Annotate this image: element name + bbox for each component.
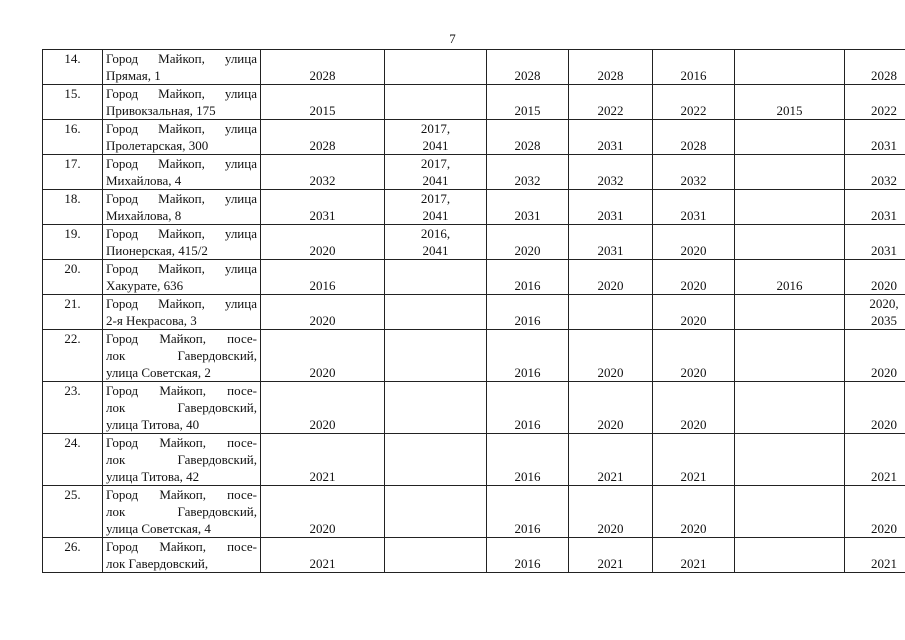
row-number: 14.	[43, 50, 103, 85]
address-line: улица Советская, 2	[106, 365, 211, 380]
address-cell	[103, 538, 261, 573]
year-cell-4: 2020	[569, 330, 653, 382]
address-line: лок Гавердовский,	[106, 452, 257, 467]
table-row	[43, 225, 905, 260]
year-cell-1: 2020	[261, 382, 385, 434]
year-cell-7	[845, 225, 905, 260]
year-cell-1: 2028	[261, 120, 385, 155]
year-cell-1: 2020	[261, 330, 385, 382]
year-cell-7	[845, 120, 905, 155]
year-cell-2	[385, 295, 487, 330]
year-cell-4: 2031	[569, 225, 653, 260]
table-row	[43, 486, 905, 538]
year-cell-3: 2016	[487, 260, 569, 295]
year-cell-7-line: 2031	[871, 208, 897, 223]
year-cell-7-line: 2020	[871, 365, 897, 380]
year-cell-7-line: 2035	[871, 313, 897, 328]
year-cell-3: 2016	[487, 330, 569, 382]
year-cell-7-line: 2028	[871, 68, 897, 83]
year-cell-2	[385, 190, 487, 225]
address-line: лок Гавердовский,	[106, 504, 257, 519]
table-row	[43, 50, 905, 85]
year-cell-2	[385, 50, 487, 85]
year-cell-7	[845, 260, 905, 295]
address-line: Город Майкоп, улица	[106, 156, 257, 171]
row-number: 26.	[43, 538, 103, 573]
year-cell-4: 2031	[569, 190, 653, 225]
address-line: Город Майкоп, посе-	[106, 435, 257, 450]
row-number: 20.	[43, 260, 103, 295]
table-row	[43, 295, 905, 330]
address-line: лок Гавердовский,	[106, 348, 257, 363]
row-number: 23.	[43, 382, 103, 434]
address-cell	[103, 260, 261, 295]
year-cell-5: 2020	[653, 486, 735, 538]
year-cell-4: 2031	[569, 120, 653, 155]
year-cell-3: 2016	[487, 486, 569, 538]
year-cell-2	[385, 382, 487, 434]
year-cell-7-line: 2031	[871, 138, 897, 153]
year-cell-4: 2032	[569, 155, 653, 190]
address-line: Город Майкоп, улица	[106, 86, 257, 101]
year-cell-7	[845, 50, 905, 85]
year-cell-4: 2020	[569, 382, 653, 434]
table-row	[43, 155, 905, 190]
year-cell-6	[735, 295, 845, 330]
year-cell-5: 2016	[653, 50, 735, 85]
year-cell-6	[735, 225, 845, 260]
year-cell-2-line: 2016,	[420, 226, 451, 241]
year-cell-4	[569, 295, 653, 330]
address-cell	[103, 85, 261, 120]
year-cell-6: 2016	[735, 260, 845, 295]
year-cell-5: 2020	[653, 330, 735, 382]
year-cell-3: 2016	[487, 295, 569, 330]
address-line: Михайлова, 8	[106, 208, 182, 223]
registry-table	[42, 49, 905, 573]
year-cell-2	[385, 225, 487, 260]
year-cell-7	[845, 434, 905, 486]
year-cell-2-line: 2041	[422, 208, 449, 223]
address-line: Город Майкоп, посе-	[106, 539, 257, 554]
year-cell-7	[845, 486, 905, 538]
year-cell-1: 2032	[261, 155, 385, 190]
table-body	[43, 50, 905, 573]
address-cell	[103, 295, 261, 330]
row-number: 25.	[43, 486, 103, 538]
year-cell-7-line: 2020	[871, 521, 897, 536]
year-cell-2	[385, 85, 487, 120]
address-line: Привокзальная, 175	[106, 103, 216, 118]
address-line: Город Майкоп, посе-	[106, 487, 257, 502]
address-cell	[103, 382, 261, 434]
row-number: 15.	[43, 85, 103, 120]
year-cell-7	[845, 538, 905, 573]
year-cell-7-line: 2020,	[869, 296, 899, 311]
address-line: улица Титова, 40	[106, 417, 200, 432]
year-cell-6	[735, 120, 845, 155]
year-cell-1: 2016	[261, 260, 385, 295]
year-cell-1: 2021	[261, 434, 385, 486]
year-cell-7	[845, 295, 905, 330]
address-line: Город Майкоп, улица	[106, 261, 257, 276]
address-line: Михайлова, 4	[106, 173, 182, 188]
year-cell-5: 2020	[653, 382, 735, 434]
year-cell-7	[845, 382, 905, 434]
address-line: Прямая, 1	[106, 68, 161, 83]
table-row	[43, 120, 905, 155]
year-cell-2-line: 2041	[422, 243, 449, 258]
year-cell-1: 2028	[261, 50, 385, 85]
year-cell-7-line: 2020	[871, 417, 897, 432]
address-line: Пролетарская, 300	[106, 138, 209, 153]
year-cell-4: 2021	[569, 434, 653, 486]
table-row	[43, 382, 905, 434]
year-cell-4: 2020	[569, 260, 653, 295]
year-cell-6	[735, 50, 845, 85]
row-number: 22.	[43, 330, 103, 382]
year-cell-6	[735, 538, 845, 573]
year-cell-6: 2015	[735, 85, 845, 120]
year-cell-2-line: 2041	[422, 173, 449, 188]
address-line: Город Майкоп, посе-	[106, 383, 257, 398]
address-line: улица Титова, 42	[106, 469, 200, 484]
address-line: Город Майкоп, посе-	[106, 331, 257, 346]
address-cell	[103, 50, 261, 85]
year-cell-7-line: 2022	[871, 103, 897, 118]
table-row	[43, 538, 905, 573]
row-number: 24.	[43, 434, 103, 486]
year-cell-3: 2028	[487, 50, 569, 85]
year-cell-7-line: 2021	[871, 469, 897, 484]
year-cell-5: 2032	[653, 155, 735, 190]
year-cell-7-line: 2031	[871, 243, 897, 258]
year-cell-2	[385, 260, 487, 295]
year-cell-2	[385, 486, 487, 538]
year-cell-5: 2022	[653, 85, 735, 120]
row-number: 21.	[43, 295, 103, 330]
year-cell-3: 2016	[487, 538, 569, 573]
year-cell-2-line: 2041	[422, 138, 449, 153]
address-line: лок Гавердовский,	[106, 556, 209, 571]
address-cell	[103, 225, 261, 260]
year-cell-7-line: 2032	[871, 173, 897, 188]
year-cell-1: 2020	[261, 486, 385, 538]
address-line: Город Майкоп, улица	[106, 191, 257, 206]
table-row	[43, 434, 905, 486]
year-cell-7	[845, 85, 905, 120]
address-line: Город Майкоп, улица	[106, 51, 257, 66]
year-cell-2	[385, 330, 487, 382]
table-row	[43, 330, 905, 382]
row-number: 16.	[43, 120, 103, 155]
address-cell	[103, 434, 261, 486]
year-cell-2	[385, 434, 487, 486]
row-number: 17.	[43, 155, 103, 190]
year-cell-7-line: 2021	[871, 556, 897, 571]
year-cell-5: 2021	[653, 538, 735, 573]
row-number: 18.	[43, 190, 103, 225]
page-number: 7	[449, 31, 456, 46]
table-row	[43, 190, 905, 225]
year-cell-2-line: 2017,	[420, 121, 451, 136]
year-cell-2	[385, 120, 487, 155]
year-cell-2-line: 2017,	[420, 156, 451, 171]
address-line: Пионерская, 415/2	[106, 243, 208, 258]
year-cell-5: 2020	[653, 260, 735, 295]
address-cell	[103, 190, 261, 225]
year-cell-1: 2015	[261, 85, 385, 120]
address-line: улица Советская, 4	[106, 521, 211, 536]
year-cell-3: 2020	[487, 225, 569, 260]
address-line: Город Майкоп, улица	[106, 121, 257, 136]
year-cell-6	[735, 486, 845, 538]
address-cell	[103, 120, 261, 155]
address-line: Город Майкоп, улица	[106, 296, 257, 311]
address-line: лок Гавердовский,	[106, 400, 257, 415]
year-cell-4: 2020	[569, 486, 653, 538]
year-cell-4: 2021	[569, 538, 653, 573]
address-cell	[103, 330, 261, 382]
year-cell-7	[845, 190, 905, 225]
year-cell-1: 2020	[261, 295, 385, 330]
year-cell-5: 2020	[653, 295, 735, 330]
year-cell-7	[845, 330, 905, 382]
address-line: Город Майкоп, улица	[106, 226, 257, 241]
year-cell-3: 2031	[487, 190, 569, 225]
year-cell-6	[735, 382, 845, 434]
year-cell-2	[385, 538, 487, 573]
address-line: Хакурате, 636	[106, 278, 184, 293]
year-cell-5: 2028	[653, 120, 735, 155]
year-cell-6	[735, 330, 845, 382]
year-cell-3: 2016	[487, 434, 569, 486]
row-number: 19.	[43, 225, 103, 260]
year-cell-6	[735, 155, 845, 190]
year-cell-1: 2031	[261, 190, 385, 225]
address-cell	[103, 155, 261, 190]
year-cell-4: 2022	[569, 85, 653, 120]
year-cell-7-line: 2020	[871, 278, 897, 293]
year-cell-3: 2016	[487, 382, 569, 434]
year-cell-4: 2028	[569, 50, 653, 85]
year-cell-3: 2028	[487, 120, 569, 155]
year-cell-7	[845, 155, 905, 190]
year-cell-3: 2015	[487, 85, 569, 120]
year-cell-5: 2020	[653, 225, 735, 260]
table-row	[43, 85, 905, 120]
year-cell-3: 2032	[487, 155, 569, 190]
address-line: 2-я Некрасова, 3	[106, 313, 197, 328]
year-cell-5: 2031	[653, 190, 735, 225]
year-cell-5: 2021	[653, 434, 735, 486]
year-cell-6	[735, 190, 845, 225]
year-cell-6	[735, 434, 845, 486]
year-cell-2-line: 2017,	[420, 191, 451, 206]
year-cell-1: 2020	[261, 225, 385, 260]
table-row	[43, 260, 905, 295]
year-cell-1: 2021	[261, 538, 385, 573]
year-cell-2	[385, 155, 487, 190]
address-cell	[103, 486, 261, 538]
